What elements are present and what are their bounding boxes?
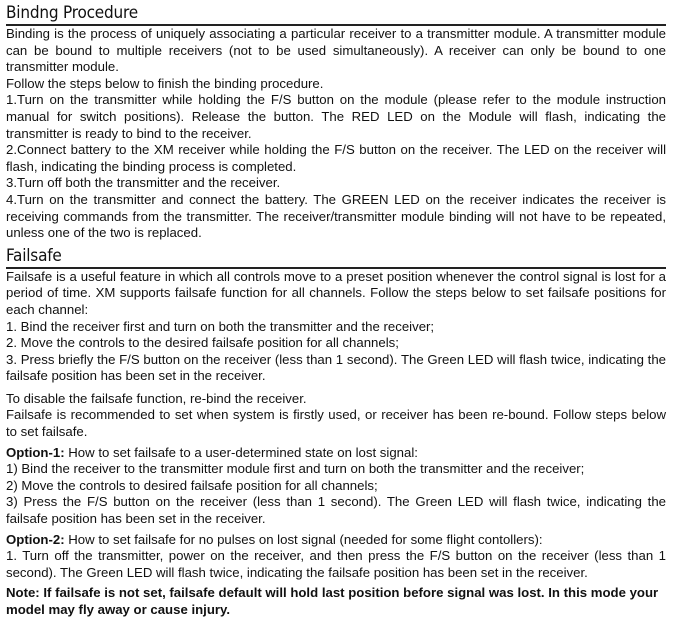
failsafe-step-2: 2. Move the controls to the desired failsafe position for all channels; [6,335,399,351]
failsafe-note: Note: If failsafe is not set, failsafe default will hold last position before signal was lost. In this mode your model may fly away or cause injury. [6,585,659,618]
failsafe-heading: Failsafe [6,245,666,269]
option-2-text: How to set failsafe for no pulses on lost signal (needed for some flight contollers): [64,531,543,547]
binding-intro: Binding is the process of uniquely associating a particular receiver to a transmitter module. A transmitter module can be bound to multiple receivers (not to be used simultaneously). A receiver can only be bound to one transmitter module. [6,26,666,75]
failsafe-step-1: 1. Bind the receiver first and turn on both the transmitter and the receiver; [6,318,435,334]
option-1-label: Option-1: [6,444,65,460]
option-1-step-3: 3) Press the F/S button on the receiver (less than 1 second). The Green LED will flash twice, indicating the failsafe position has been set in the receiver. [6,494,666,527]
document [6,2,666,618]
option-2-label: Option-2: [6,531,65,547]
binding-heading: Bindng Procedure [6,2,666,26]
option-2-title [6,532,666,549]
failsafe-intro: Failsafe is a useful feature in which all controls move to a preset position whenever the control signal is lost for a period of time. XM supports failsafe function for all channels. Follow the steps below to set failsafe positions for each channel: [6,268,666,317]
option-1-step-2: 2) Move the controls to desired failsafe position for all channels; [6,477,378,493]
binding-step-2: 2.Connect battery to the XM receiver while holding the F/S button on the receiver. The LED on the receiver will flash, indicating the binding process is completed. [6,142,666,174]
failsafe-recommend: Failsafe is recommended to set when system is firstly used, or receiver has been re-bound. Follow steps below to set failsafe. [6,407,666,440]
binding-follow: Follow the steps below to finish the binding procedure. [6,75,324,91]
option-2-step-1: 1. Turn off the transmitter, power on the receiver, and then press the F/S button on the receiver (less than 1 second). The Green LED will flash twice, indicating the failsafe position has been set in the receiver. [6,548,666,580]
binding-step-3: 3.Turn off both the transmitter and the receiver. [6,175,281,191]
option-1-step-1: 1) Bind the receiver to the transmitter module first and turn on both the transmitter and the receiver; [6,461,585,477]
option-1-text: How to set failsafe to a user-determined state on lost signal: [64,444,418,460]
binding-step-1: 1.Turn on the transmitter while holding the F/S button on the module (please refer to the module instruction manual for switch positions). Release the button. The RED LED on the Module will flash, indicating the transmitter is ready to bind to the receiver. [6,92,666,141]
binding-step-4: 4.Turn on the transmitter and connect the battery. The GREEN LED on the receiver indicates the receiver is receiving commands from the transmitter. The receiver/transmitter module binding will not have to be repeated, unless one of the two is replaced. [6,191,666,241]
option-1-title [6,445,666,462]
failsafe-step-3: 3. Press briefly the F/S button on the receiver (less than 1 second). The Green LED will flash twice, indicating the failsafe position has been set in the receiver. [6,351,666,384]
failsafe-disable: To disable the failsafe function, re-bind the receiver. [6,390,307,406]
